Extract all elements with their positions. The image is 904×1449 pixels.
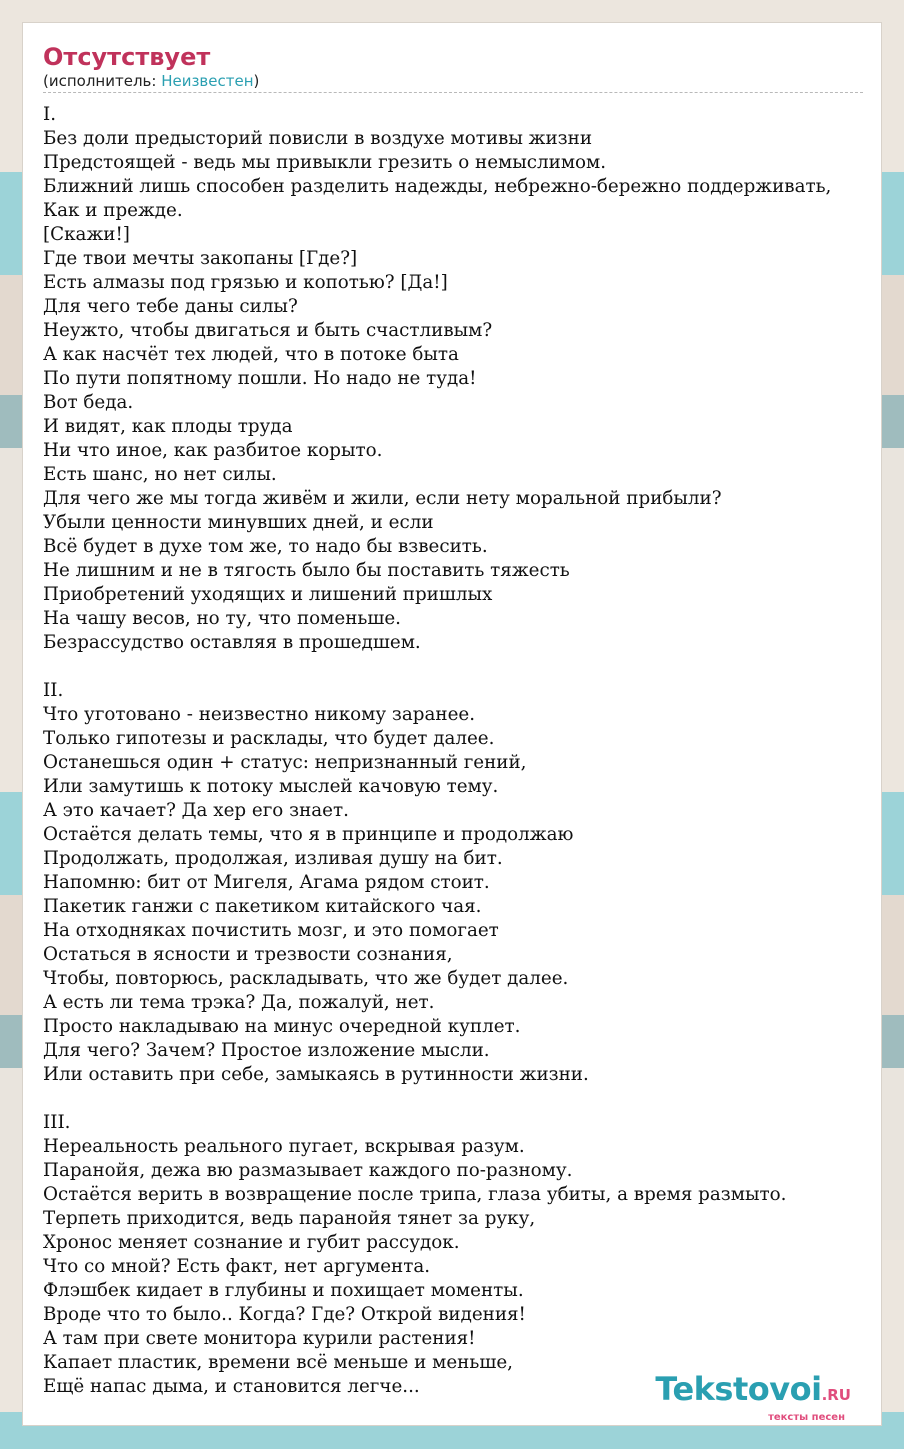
performer-line — [43, 72, 863, 90]
performer-link[interactable]: Неизвестен — [161, 72, 254, 90]
logo-tagline: тексты песен — [768, 1412, 845, 1423]
logo-name: Tekstovoi — [655, 1370, 822, 1408]
site-logo[interactable] — [655, 1370, 851, 1408]
logo-tld: .RU — [821, 1386, 851, 1404]
lyrics-card — [22, 22, 882, 1426]
song-title: Отсутствует — [43, 43, 211, 71]
performer-prefix: (исполнитель: — [43, 72, 162, 90]
performer-suffix: ) — [253, 72, 260, 90]
lyrics-text: I. Без доли предысторий повисли в воздухе мотивы жизни Предстоящей - ведь мы привыкли грезить о немыслимом. Ближний лишь способен разделить надежды, небрежно-бережно поддерживать, Как и прежде. [Скажи!] Где твои мечты закопаны [Где?] Есть алмазы под грязью и копотью? [Да!] Для чего тебе даны силы? Неужто, чтобы двигаться и быть счастливым? А как насчёт тех людей, что в потоке быта По пути попятному пошли. Но надо не туда! Вот беда. И видят, как плоды труда Ни что иное, как разбитое корыто. Есть шанс, но нет силы. Для чего же мы тогда живём и жили, если нету моральной прибыли? Убыли ценности минувших дней, и если Всё будет в духе том же, то надо бы взвесить. Не лишним и не в тягость было бы поставить тяжесть Приобретений уходящих и лишений пришлых На чашу весов, но ту, что поменьше. Безрассудство оставляя в прошедшем. II. Что уготовано - неизвестно никому заранее. Только гипотезы и расклады, что будет далее. Останешься один + статус: непризнанный гений, Или замутишь к потоку мыслей качовую тему. А это качает? Да хер его знает. Остаётся делать темы, что я в принципе и продолжаю Продолжать, продолжая, изливая душу на бит. Напомню: бит от Мигеля, Агама рядом стоит. Пакетик ганжи с пакетиком китайского чая. На отходняках почистить мозг, и это помогает Остаться в ясности и трезвости сознания, Чтобы, повторюсь, раскладывать, что же будет далее. А есть ли тема трэка? Да, пожалуй, нет. Просто накладываю на минус очередной куплет. Для чего? Зачем? Простое изложение мысли. Или оставить при себе, замыкаясь в рутинности жизни. III. Нереальность реального пугает, вскрывая разум. Паранойя, дежа вю размазывает каждого по-разному. Остаётся верить в возвращение после трипа, глаза убиты, а время размыто. Терпеть приходится, ведь паранойя тянет за руку, Хронос меняет сознание и губит рассудок. Что со мной? Есть факт, нет аргумента. Флэшбек кидает в глубины и похищает моменты. Вроде что то было.. Когда? Где? Открой видения! А там при свете монитора курили растения! Капает пластик, времени всё меньше и меньше, Ещё напас дыма, и становится легче... — [43, 104, 832, 1397]
song-header — [43, 43, 863, 93]
